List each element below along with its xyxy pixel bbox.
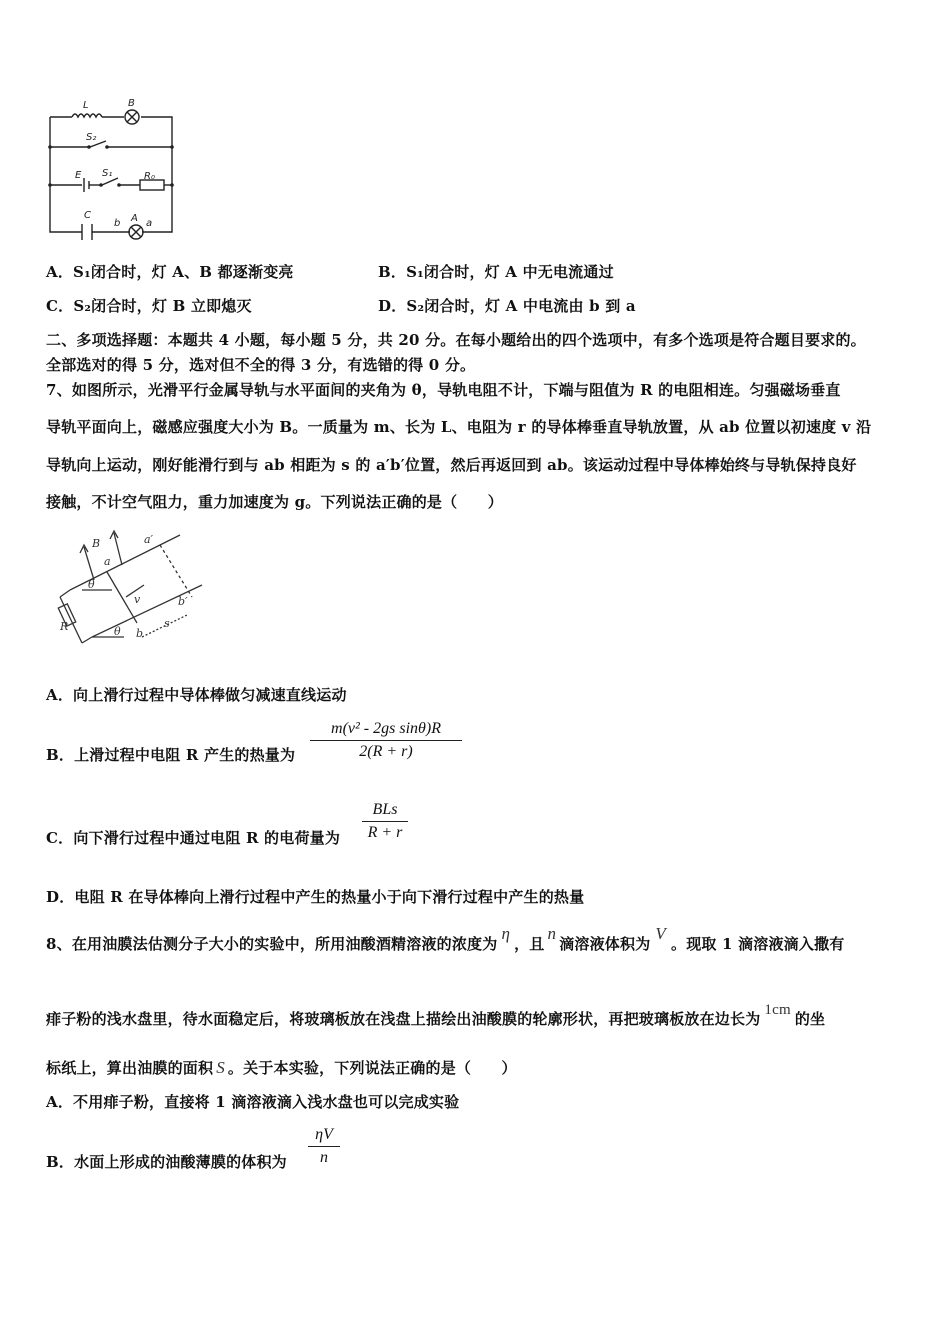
label-A: A (131, 213, 138, 224)
fig-label-b-prime: b′ (178, 595, 188, 608)
q7-option-c-fraction (362, 801, 408, 842)
label-C: C (84, 210, 91, 221)
label-B: B (128, 98, 135, 109)
q7-stem-line3: 导轨向上运动，刚好能滑行到与 ab 相距为 s 的 a′b′位置，然后再返回到 ab。该运动过程中导体棒始终与导轨保持良好 (46, 456, 857, 474)
q8-eta: η (501, 924, 511, 943)
q6-option-d: D．S₂闭合时，灯 A 中电流由 b 到 a (378, 297, 636, 315)
q8-line3-part2: 。关于本实验，下列说法正确的是（ ） (227, 1059, 517, 1077)
q7-stem-line2: 导轨平面向上，磁感应强度大小为 B。一质量为 m、长为 L、电阻为 r 的导体棒垂直导轨放置，从 ab 位置以初速度 v 沿 (46, 418, 872, 436)
q8-stem-line3 (46, 1057, 517, 1078)
fig-label-a-prime: a′ (144, 533, 154, 546)
fig-label-a: a (104, 555, 111, 568)
q8-option-b-denominator: n (320, 1149, 328, 1166)
q7-option-a: A．向上滑行过程中导体棒做匀减速直线运动 (46, 686, 347, 704)
fig-label-s: s (164, 617, 170, 630)
q8-stem-line1 (46, 924, 845, 954)
q7-option-b-fraction (310, 720, 462, 761)
q8-line1-part1: 8、在用油膜法估测分子大小的实验中，所用油酸酒精溶液的浓度为 (46, 935, 498, 953)
fig-label-R: R (60, 620, 69, 633)
q7-option-b-numerator: m(v² - 2gs sinθ)R (331, 720, 441, 737)
q8-n: n (547, 924, 557, 943)
label-S2: S₂ (86, 132, 97, 143)
q8-option-b-prefix: B．水面上形成的油酸薄膜的体积为 (46, 1153, 287, 1171)
q8-line1-part4: 。现取 1 滴溶液滴入撒有 (671, 935, 845, 953)
q8-line2-part1: 痱子粉的浅水盘里，待水面稳定后，将玻璃板放在浅盘上描绘出油酸膜的轮廓形状，再把玻璃板放在边长为 (46, 1010, 761, 1028)
label-E: E (75, 170, 82, 181)
q8-line2-part2: 的坐 (794, 1010, 826, 1028)
circuit-diagram (40, 92, 190, 242)
label-L: L (83, 100, 89, 111)
q8-stem-line2 (46, 1002, 826, 1029)
q8-line1-part3: 滴溶液体积为 (559, 935, 651, 953)
fig-label-B: B (92, 537, 101, 550)
fig-label-b: b (136, 627, 144, 640)
fig-label-v: v (134, 593, 141, 606)
q8-option-b-numerator: ηV (315, 1126, 333, 1143)
q7-option-d: D．电阻 R 在导体棒向上滑行过程中产生的热量小于向下滑行过程中产生的热量 (46, 888, 585, 906)
q7-stem-line4: 接触，不计空气阻力，重力加速度为 g。下列说法正确的是（ ） (46, 493, 503, 511)
q8-line1-part2: ，且 (514, 935, 545, 953)
fig-label-theta1: θ (88, 578, 95, 591)
fig-label-theta2: θ (114, 625, 121, 638)
q8-option-a: A．不用痱子粉，直接将 1 滴溶液滴入浅水盘也可以完成实验 (46, 1093, 460, 1111)
q8-option-b-fraction (308, 1126, 340, 1167)
q8-S: S (216, 1058, 225, 1077)
q7-option-c-denominator: R + r (367, 824, 403, 841)
incline-rail-diagram (52, 525, 222, 650)
q7-option-b-prefix: B．上滑过程中电阻 R 产生的热量为 (46, 746, 296, 764)
q7-stem-line1: 7、如图所示，光滑平行金属导轨与水平面间的夹角为 θ，导轨电阻不计，下端与阻值为 R 的电阻相连。匀强磁场垂直 (46, 381, 841, 399)
section2-heading-line1: 二、多项选择题：本题共 4 小题，每小题 5 分，共 20 分。在每小题给出的四个选项中，有多个选项是符合题目要求的。 (46, 331, 866, 349)
q8-line3-part1: 标纸上，算出油膜的面积 (46, 1059, 214, 1077)
q6-option-b: B．S₁闭合时，灯 A 中无电流通过 (378, 263, 614, 281)
q7-option-b-denominator: 2(R + r) (359, 743, 413, 760)
label-R0: R₀ (144, 171, 155, 182)
section2-heading-line2: 全部选对的得 5 分，选对但不全的得 3 分，有选错的得 0 分。 (46, 356, 476, 374)
q8-cm: 1cm (764, 1002, 791, 1018)
label-S1: S₁ (102, 168, 113, 179)
q7-option-c-numerator: BLs (372, 801, 398, 818)
q6-option-c: C．S₂闭合时，灯 B 立即熄灭 (46, 297, 252, 315)
q8-V: V (655, 924, 666, 943)
label-a: a (146, 218, 153, 229)
q6-option-a: A．S₁闭合时，灯 A、B 都逐渐变亮 (46, 263, 294, 281)
q7-option-c-prefix: C．向下滑行过程中通过电阻 R 的电荷量为 (46, 829, 341, 847)
label-b: b (114, 218, 121, 229)
